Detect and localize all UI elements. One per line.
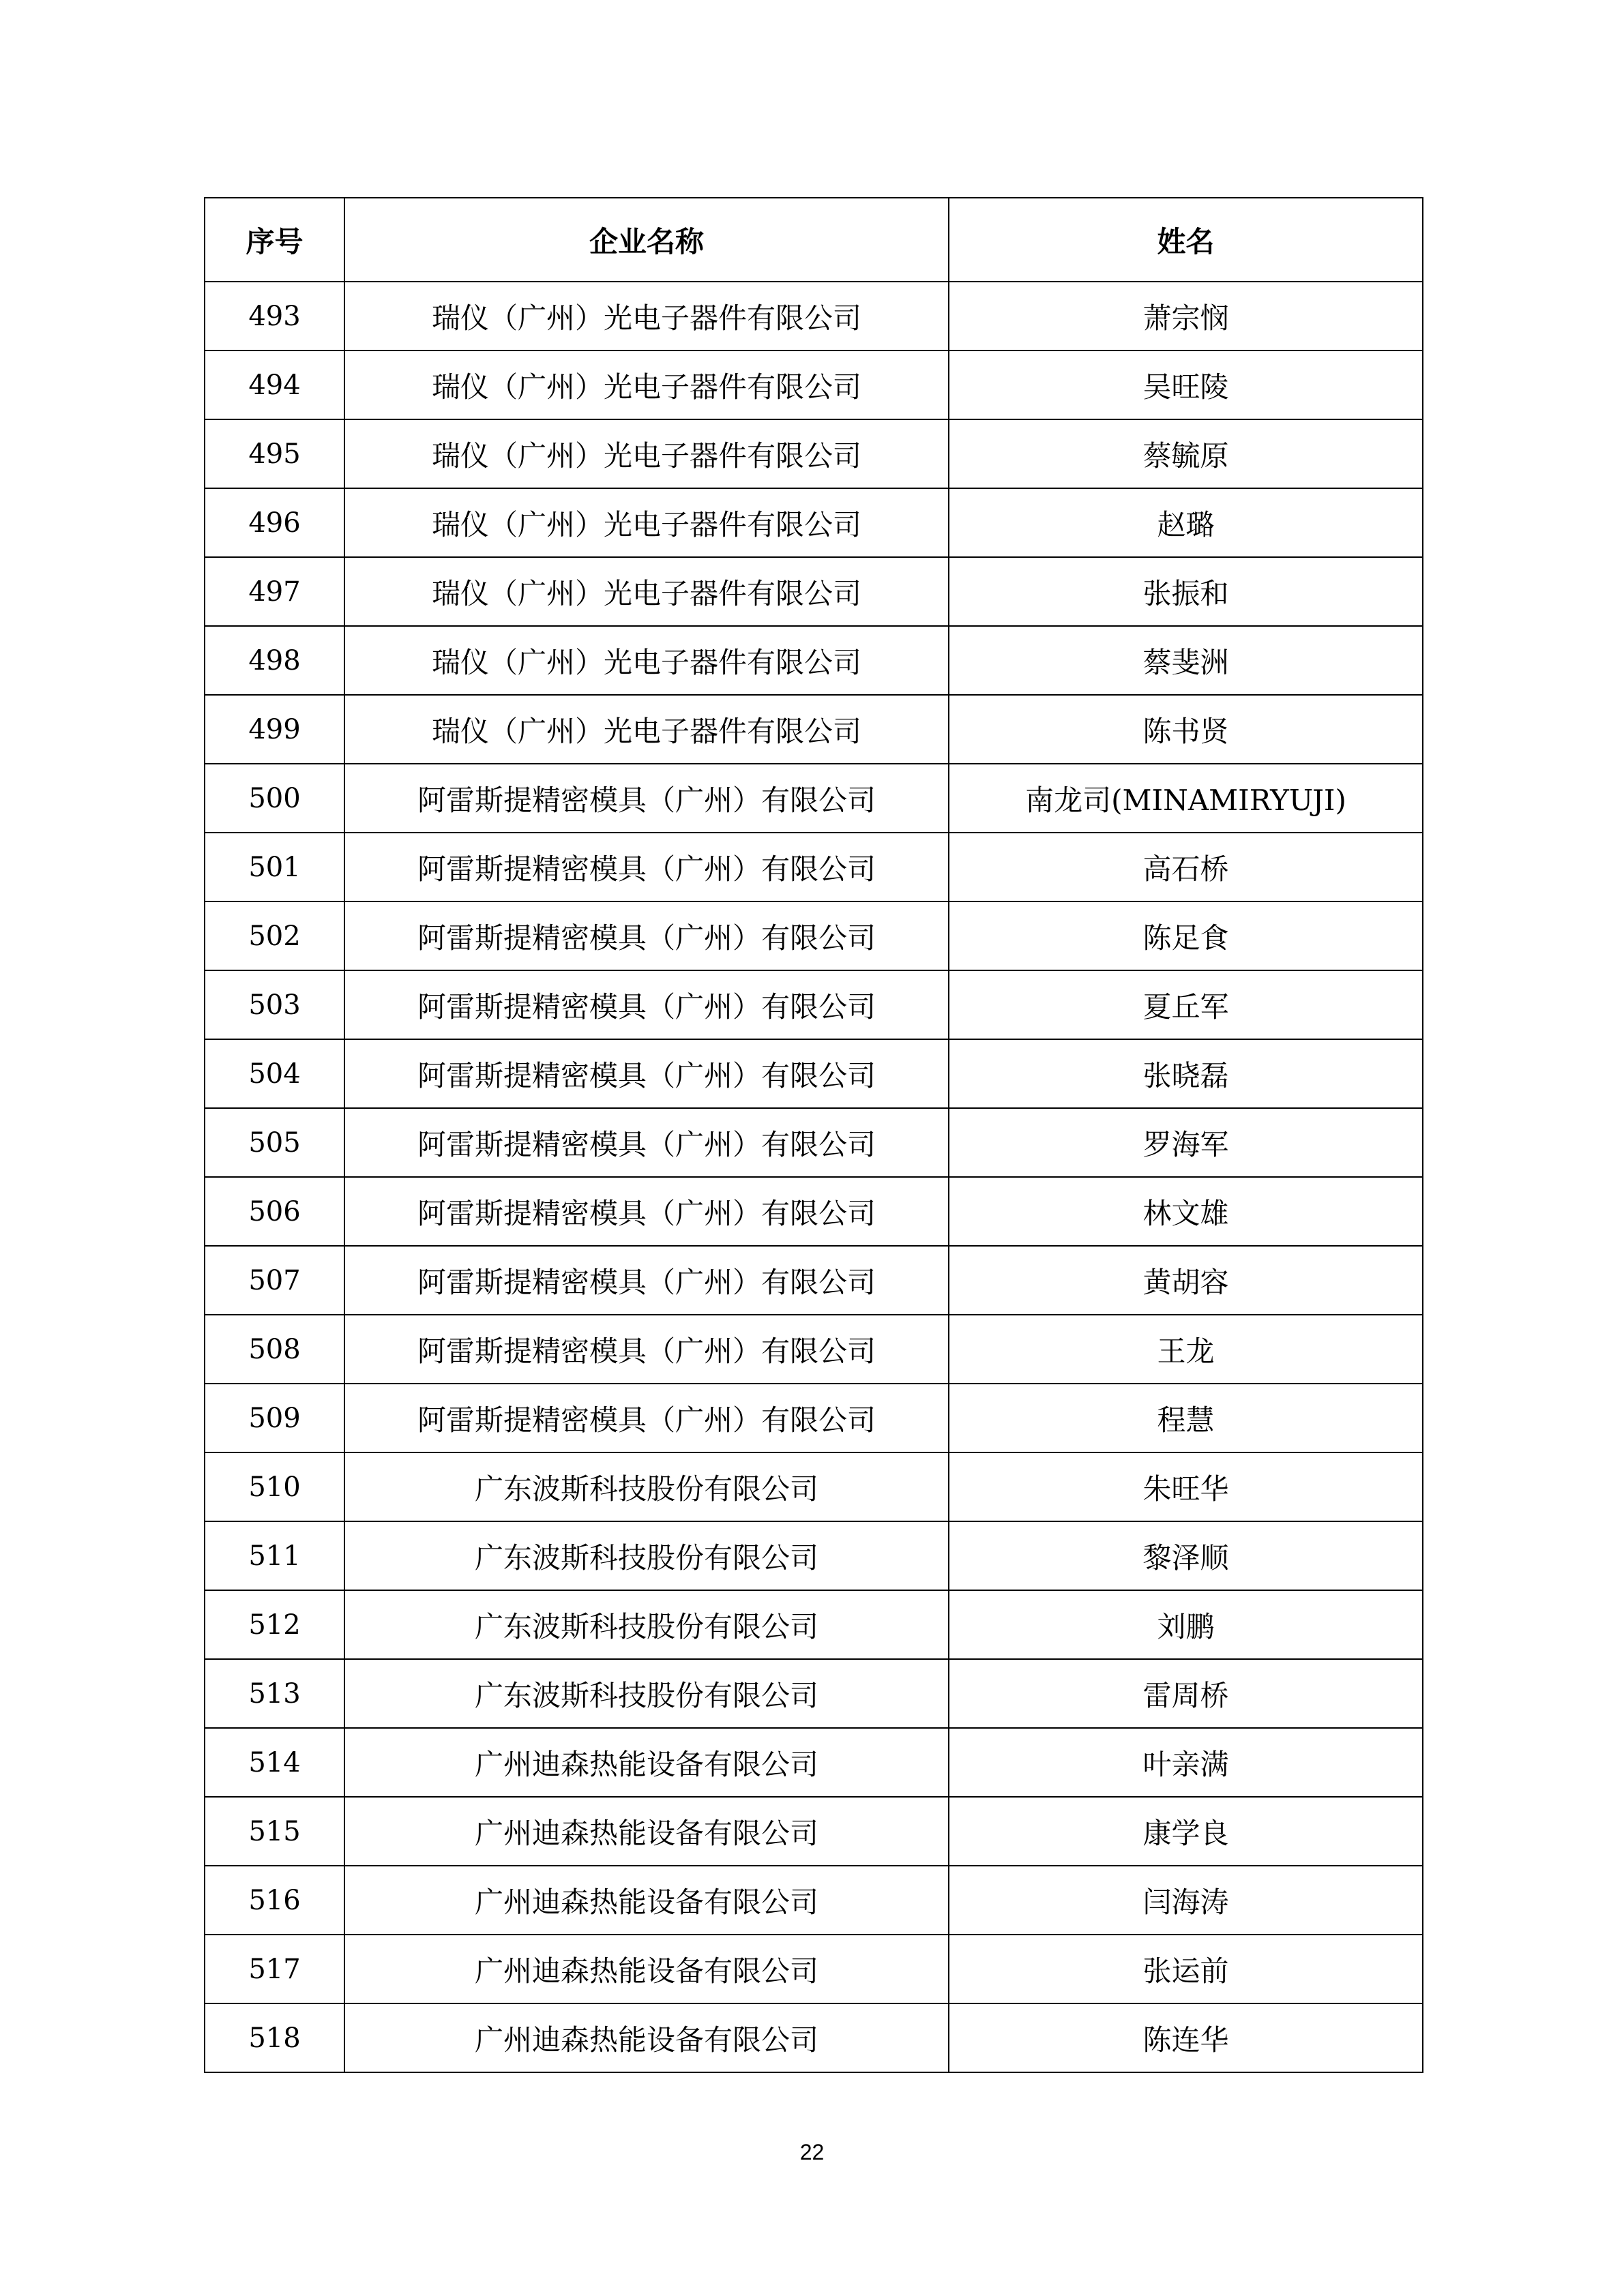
cell-company: 广东波斯科技股份有限公司	[344, 1659, 949, 1728]
cell-name: 张晓磊	[949, 1039, 1423, 1108]
table-row	[205, 1935, 1423, 2003]
cell-index: 509	[205, 1384, 344, 1452]
cell-name: 蔡毓原	[949, 419, 1423, 488]
cell-company: 阿雷斯提精密模具（广州）有限公司	[344, 1177, 949, 1246]
header-row	[205, 198, 1423, 282]
cell-index: 494	[205, 351, 344, 419]
table-row	[205, 1590, 1423, 1659]
cell-name: 刘鹏	[949, 1590, 1423, 1659]
header-company: 企业名称	[344, 198, 949, 282]
cell-index: 510	[205, 1452, 344, 1521]
cell-name: 夏丘军	[949, 970, 1423, 1039]
cell-company: 阿雷斯提精密模具（广州）有限公司	[344, 970, 949, 1039]
table-row	[205, 1452, 1423, 1521]
table-row	[205, 1039, 1423, 1108]
cell-company: 广州迪森热能设备有限公司	[344, 1728, 949, 1797]
cell-company: 阿雷斯提精密模具（广州）有限公司	[344, 764, 949, 833]
cell-company: 广东波斯科技股份有限公司	[344, 1452, 949, 1521]
cell-name: 叶亲满	[949, 1728, 1423, 1797]
cell-company: 阿雷斯提精密模具（广州）有限公司	[344, 1039, 949, 1108]
table-row	[205, 419, 1423, 488]
cell-name: 闫海涛	[949, 1866, 1423, 1935]
cell-company: 阿雷斯提精密模具（广州）有限公司	[344, 1108, 949, 1177]
cell-index: 503	[205, 970, 344, 1039]
cell-name: 陈足食	[949, 901, 1423, 970]
cell-name: 罗海军	[949, 1108, 1423, 1177]
table-header	[205, 198, 1423, 282]
cell-name: 吴旺陵	[949, 351, 1423, 419]
cell-name: 康学良	[949, 1797, 1423, 1866]
cell-name: 高石桥	[949, 833, 1423, 901]
cell-index: 500	[205, 764, 344, 833]
cell-company: 广州迪森热能设备有限公司	[344, 1935, 949, 2003]
table-row	[205, 1384, 1423, 1452]
cell-index: 497	[205, 557, 344, 626]
cell-company: 瑞仪（广州）光电子器件有限公司	[344, 351, 949, 419]
table-row	[205, 1246, 1423, 1315]
table-row	[205, 557, 1423, 626]
cell-index: 511	[205, 1521, 344, 1590]
page-number: 22	[799, 2140, 825, 2164]
cell-name: 萧宗悯	[949, 282, 1423, 351]
cell-company: 广东波斯科技股份有限公司	[344, 1521, 949, 1590]
cell-company: 广州迪森热能设备有限公司	[344, 2003, 949, 2072]
cell-name: 雷周桥	[949, 1659, 1423, 1728]
table-row	[205, 833, 1423, 901]
cell-index: 512	[205, 1590, 344, 1659]
table-row	[205, 488, 1423, 557]
cell-name: 黄胡容	[949, 1246, 1423, 1315]
cell-company: 阿雷斯提精密模具（广州）有限公司	[344, 1315, 949, 1384]
cell-index: 493	[205, 282, 344, 351]
cell-company: 瑞仪（广州）光电子器件有限公司	[344, 695, 949, 764]
table-row	[205, 1108, 1423, 1177]
cell-name: 张振和	[949, 557, 1423, 626]
table-row	[205, 1797, 1423, 1866]
cell-index: 504	[205, 1039, 344, 1108]
table-row	[205, 351, 1423, 419]
cell-index: 501	[205, 833, 344, 901]
cell-name: 程慧	[949, 1384, 1423, 1452]
cell-company: 阿雷斯提精密模具（广州）有限公司	[344, 1384, 949, 1452]
table-row	[205, 1728, 1423, 1797]
cell-company: 瑞仪（广州）光电子器件有限公司	[344, 282, 949, 351]
cell-index: 516	[205, 1866, 344, 1935]
cell-name: 陈连华	[949, 2003, 1423, 2072]
cell-index: 499	[205, 695, 344, 764]
table-row	[205, 1521, 1423, 1590]
cell-company: 广东波斯科技股份有限公司	[344, 1590, 949, 1659]
cell-company: 阿雷斯提精密模具（广州）有限公司	[344, 901, 949, 970]
table-row	[205, 1659, 1423, 1728]
roster-table	[204, 197, 1423, 2073]
header-index: 序号	[205, 198, 344, 282]
table-row	[205, 901, 1423, 970]
cell-name: 赵璐	[949, 488, 1423, 557]
cell-company: 阿雷斯提精密模具（广州）有限公司	[344, 1246, 949, 1315]
cell-name: 蔡斐洲	[949, 626, 1423, 695]
table-row	[205, 282, 1423, 351]
cell-name: 张运前	[949, 1935, 1423, 2003]
table-row	[205, 695, 1423, 764]
cell-index: 502	[205, 901, 344, 970]
cell-index: 518	[205, 2003, 344, 2072]
cell-company: 瑞仪（广州）光电子器件有限公司	[344, 488, 949, 557]
cell-index: 515	[205, 1797, 344, 1866]
table-row	[205, 764, 1423, 833]
cell-company: 广州迪森热能设备有限公司	[344, 1797, 949, 1866]
table-row	[205, 1866, 1423, 1935]
cell-index: 505	[205, 1108, 344, 1177]
cell-name: 朱旺华	[949, 1452, 1423, 1521]
cell-company: 阿雷斯提精密模具（广州）有限公司	[344, 833, 949, 901]
cell-company: 广州迪森热能设备有限公司	[344, 1866, 949, 1935]
cell-index: 495	[205, 419, 344, 488]
cell-name: 黎泽顺	[949, 1521, 1423, 1590]
table-row	[205, 1177, 1423, 1246]
cell-name: 林文雄	[949, 1177, 1423, 1246]
header-name: 姓名	[949, 198, 1423, 282]
cell-company: 瑞仪（广州）光电子器件有限公司	[344, 626, 949, 695]
cell-index: 513	[205, 1659, 344, 1728]
cell-company: 瑞仪（广州）光电子器件有限公司	[344, 557, 949, 626]
cell-index: 506	[205, 1177, 344, 1246]
cell-name: 王龙	[949, 1315, 1423, 1384]
cell-index: 508	[205, 1315, 344, 1384]
cell-index: 496	[205, 488, 344, 557]
cell-name: 南龙司(MINAMIRYUJI)	[949, 764, 1423, 833]
cell-index: 517	[205, 1935, 344, 2003]
cell-index: 514	[205, 1728, 344, 1797]
cell-company: 瑞仪（广州）光电子器件有限公司	[344, 419, 949, 488]
table-row	[205, 1315, 1423, 1384]
cell-name: 陈书贤	[949, 695, 1423, 764]
table-row	[205, 2003, 1423, 2072]
cell-index: 498	[205, 626, 344, 695]
cell-index: 507	[205, 1246, 344, 1315]
table-body	[205, 282, 1423, 2072]
table-row	[205, 626, 1423, 695]
table-row	[205, 970, 1423, 1039]
